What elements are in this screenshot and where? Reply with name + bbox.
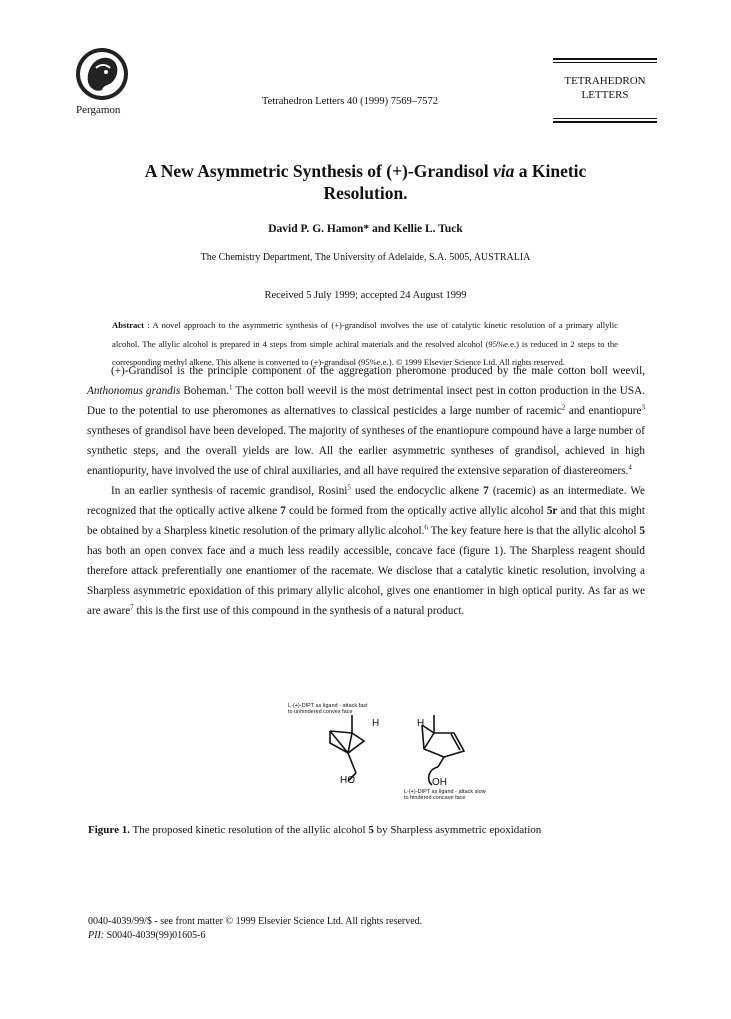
journal-name <box>553 74 657 102</box>
compound-number: 5r <box>546 505 558 517</box>
compound-number: 5 <box>639 525 646 537</box>
reference: 5 <box>347 483 351 492</box>
text: used the endocyclic alkene <box>350 485 484 497</box>
caption-label: Figure 1. <box>88 824 130 836</box>
reference: 6 <box>424 523 428 532</box>
received-dates: Received 5 July 1999; accepted 24 August 1999 <box>264 290 467 301</box>
label-slow-attack <box>404 789 486 801</box>
text: The cotton boll weevil is the most detrimental insect pest in cotton production in the USA. Due to the potential to use pheromones as alternatives to classical pesticides a large number of racemic <box>87 385 645 417</box>
pii-value: S0040-4039(99)01605-6 <box>104 930 206 941</box>
figure-caption <box>88 824 648 836</box>
atom-ho: HO <box>340 775 355 786</box>
journal-reference: Tetrahedron Letters 40 (1999) 7569–7572 <box>262 96 438 107</box>
header-rule-bottom-thin <box>553 118 657 119</box>
title-via: via <box>492 161 515 181</box>
abstract-label: Abstract <box>112 320 144 330</box>
title-line2: Resolution. <box>323 183 408 203</box>
reference: 7 <box>130 603 134 612</box>
text: (racemic) as an intermediate. We recognized that the optically active alkene <box>87 485 645 517</box>
atom-h-left: H <box>372 718 380 729</box>
compound-number: 5 <box>368 824 374 836</box>
text: The key feature here is that the allylic alcohol <box>427 525 640 537</box>
text: and enantiopure <box>565 405 642 417</box>
atom-oh: OH <box>432 777 447 788</box>
abstract-text: : A novel approach to the asymmetric synthesis of (+)-grandisol involves the use of catalytic kinetic resolution of a primary allylic alcohol. The allylic alcohol is prepared in 4 steps from simple achiral materials and the resolved alcohol (95%e.e.) is reduced in 2 steps to the corresponding methyl alkene. This alkene is converted to (+)-grandisol (95%e.e.). © 1999 Elsevier Science Ltd. All rights reserved. <box>112 320 618 368</box>
caption-text: by Sharpless asymmetric epoxidation <box>373 824 542 836</box>
paragraph-2 <box>87 481 645 621</box>
atom-h-right: H <box>417 718 425 729</box>
caption-text: The proposed kinetic resolution of the allylic alcohol <box>129 824 369 836</box>
authors: David P. G. Hamon* and Kellie L. Tuck <box>268 223 463 235</box>
structure-drawing <box>320 703 530 803</box>
species-name: Anthonomus grandis <box>87 385 181 397</box>
reference: 1 <box>229 383 233 392</box>
label-line: to unhindered convex face <box>288 709 353 715</box>
title-part1: A New Asymmetric Synthesis of (+)-Grandisol <box>144 161 493 181</box>
pii-line <box>88 929 422 943</box>
compound-number: 7 <box>280 505 286 517</box>
header-rule-bottom <box>553 121 657 123</box>
text: and that this might be obtained by a Sharpless kinetic resolution of the primary allylic alcohol. <box>87 505 646 537</box>
affiliation: The Chemistry Department, The University of Adelaide, S.A. 5005, AUSTRALIA <box>200 252 531 263</box>
journal-name-line2: LETTERS <box>581 89 629 101</box>
body-text <box>87 361 645 621</box>
header-rule-top-thin <box>553 62 657 63</box>
title-part2: a Kinetic <box>514 161 587 181</box>
publisher-logo <box>74 46 130 102</box>
reference: 2 <box>561 403 566 412</box>
text: has both an open convex face and a much less readily accessible, concave face (figure 1). The Sharpless reagent should therefore attack preferentially one enantiomer of the racemate. We disclose that a catalytic kinetic resolution, involving a Sharpless asymmetric epoxidation of this primary allylic alcohol, gives one enantiomer in high optical purity. As far as we are aware <box>87 545 645 617</box>
reference: 4 <box>628 463 632 472</box>
text: (+)-Grandisol is the principle component of the aggregation pheromone produced by the male cotton boll weevil, <box>111 365 645 377</box>
header-rule-top <box>553 58 657 60</box>
label-line: L-(+)-DIPT as ligand - attack fast <box>288 703 368 709</box>
copyright-line: 0040-4039/99/$ - see front matter © 1999 Elsevier Science Ltd. All rights reserved. <box>88 916 423 927</box>
label-line: to hindered concave face <box>404 795 466 801</box>
text: syntheses of grandisol have been developed. The majority of syntheses of the enantiopure compound have a large number of synthetic steps, and the overall yields are low. All the earlier asymmetric syntheses of grandisol, achieved in high enantiopurity, have involved the use of chiral auxiliaries, and all have required the extensive separation of diastereomers. <box>87 425 645 477</box>
reference: 3 <box>641 403 645 412</box>
journal-name-line1: TETRAHEDRON <box>564 75 646 87</box>
footer <box>88 915 422 943</box>
label-line: L-(+)-DIPT as ligand - attack slow <box>404 789 486 795</box>
paragraph-1 <box>87 361 645 481</box>
text: could be formed from the optically active allylic alcohol <box>285 505 547 517</box>
figure-1 <box>288 703 530 803</box>
compound-number: 7 <box>483 485 489 497</box>
text: In an earlier synthesis of racemic grandisol, Rosini <box>111 485 348 497</box>
text: Boheman. <box>180 385 229 397</box>
publisher-name: Pergamon <box>76 104 121 116</box>
pii-label: PII: <box>88 930 105 941</box>
text: this is the first use of this compound in the synthesis of a natural product. <box>133 605 465 617</box>
article-title <box>80 160 651 204</box>
